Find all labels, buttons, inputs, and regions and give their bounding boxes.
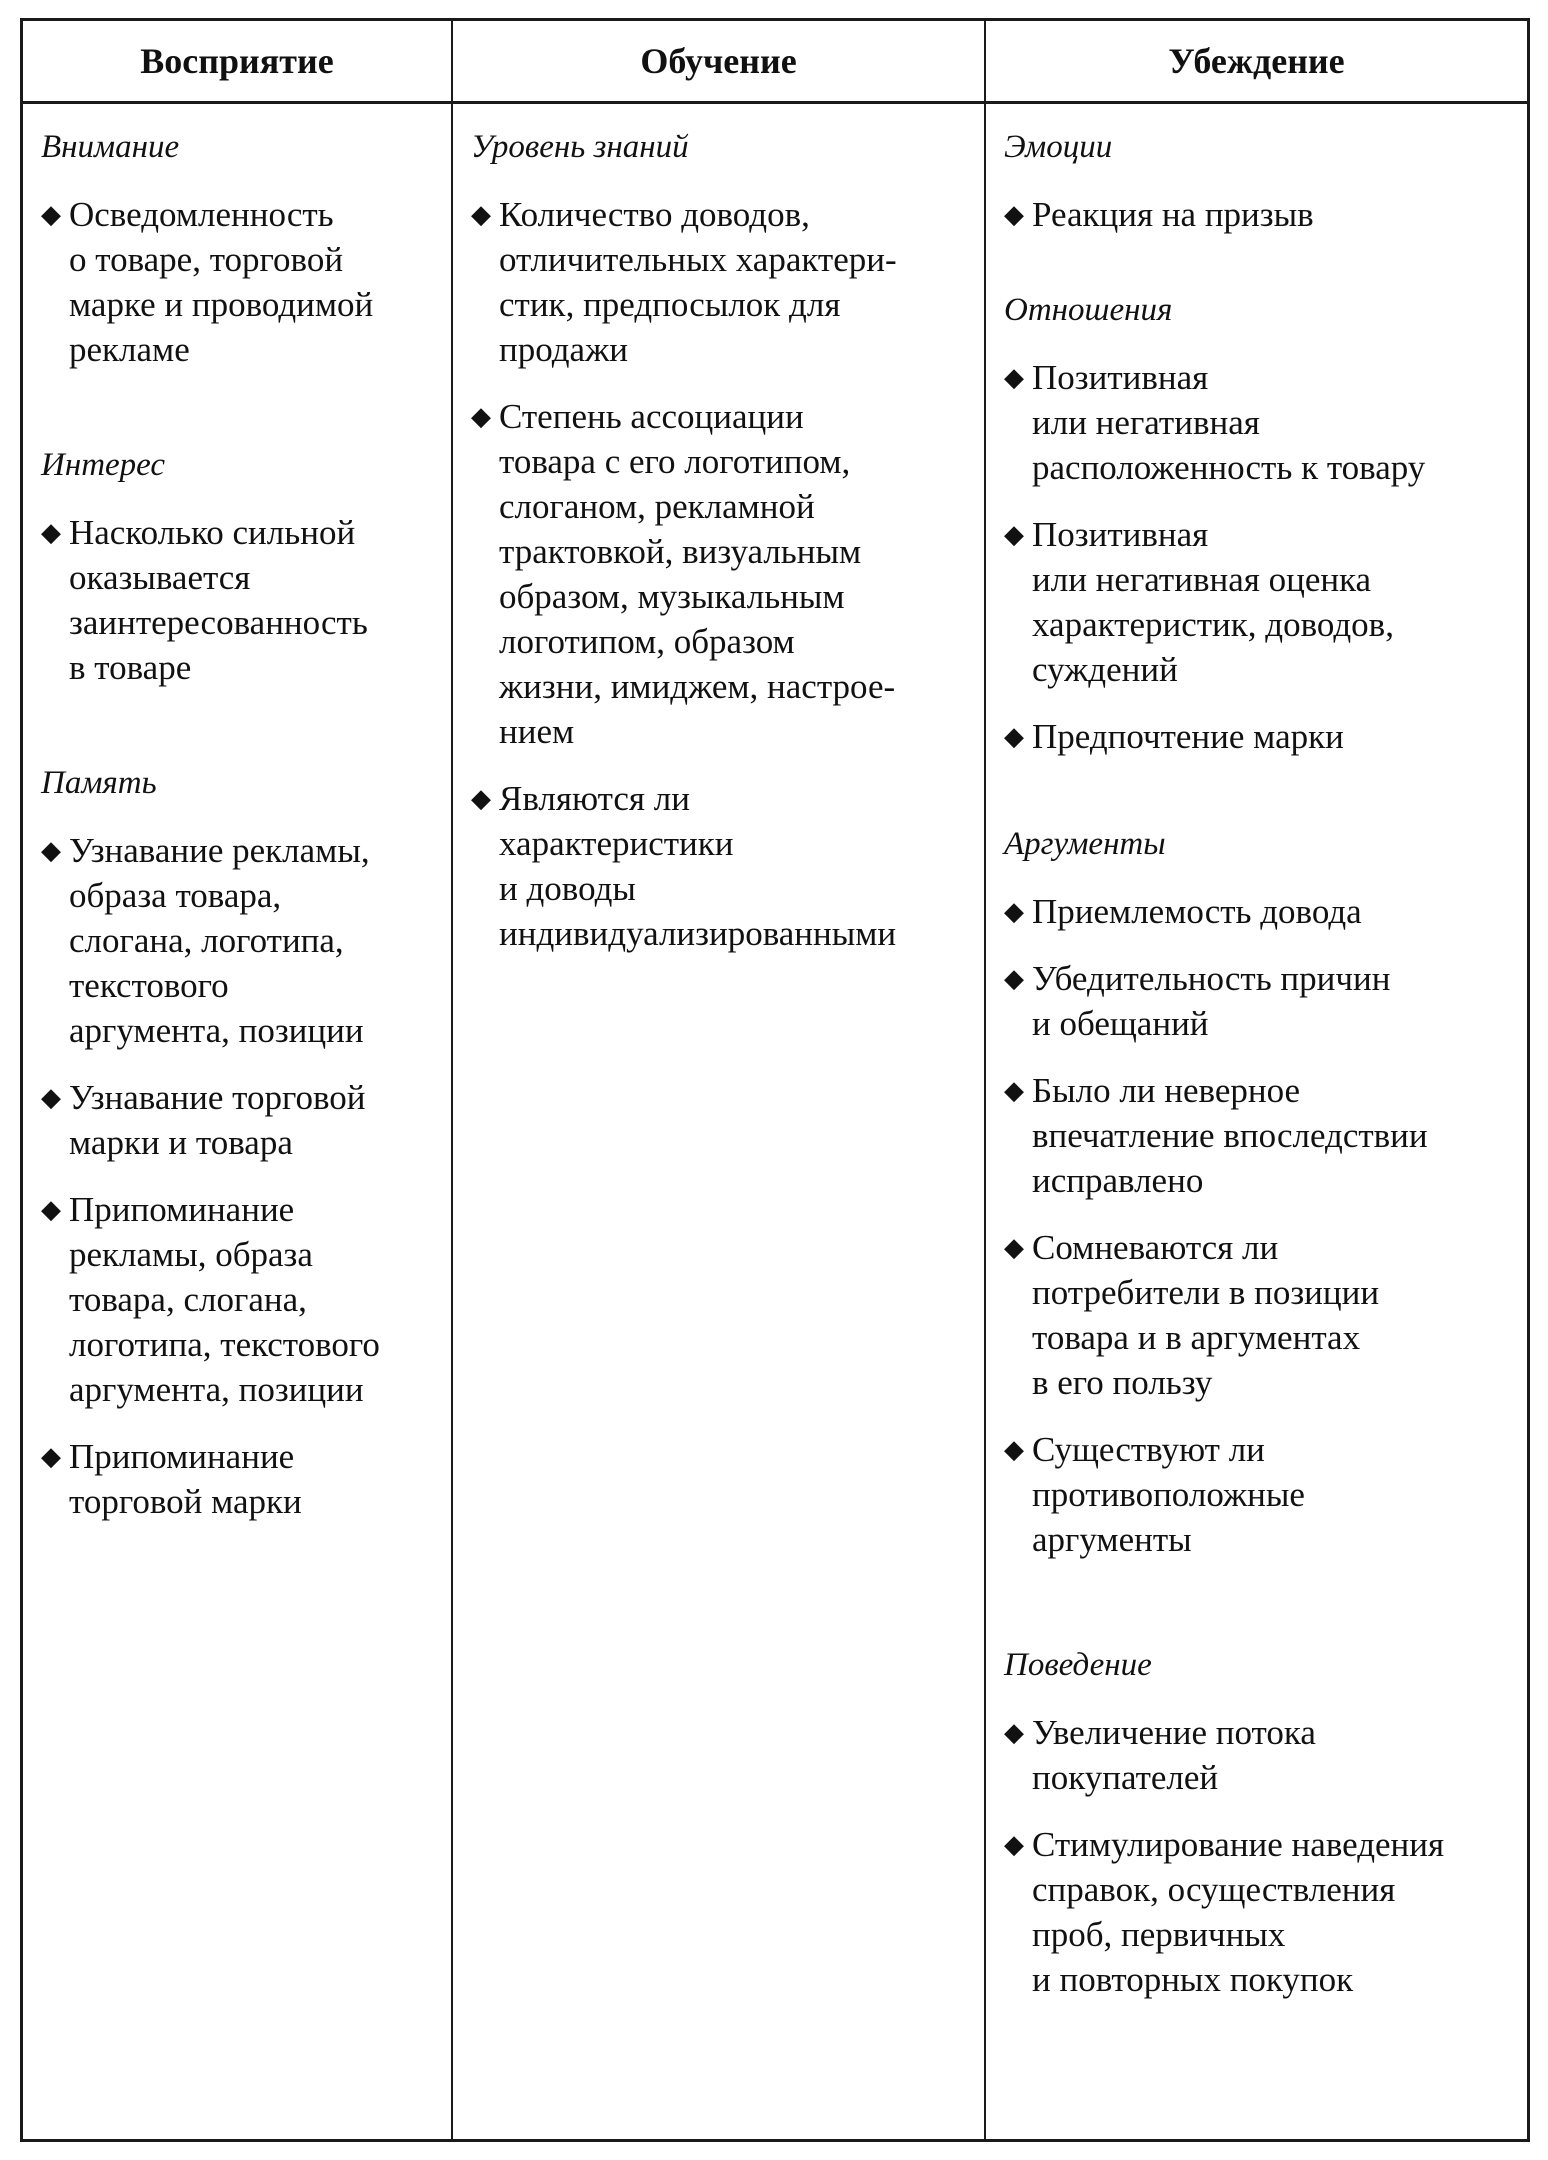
section bbox=[1004, 124, 1517, 237]
bullet-item bbox=[1004, 889, 1517, 934]
diamond-bullet-icon: ◆ bbox=[1004, 1076, 1024, 1105]
bullet-item bbox=[1004, 1225, 1517, 1405]
bullet-text: Было ли неверное впечатление впоследствии исправлено bbox=[1032, 1071, 1428, 1200]
section bbox=[41, 124, 441, 372]
bullet-item bbox=[1004, 1822, 1517, 2002]
section-title: Интерес bbox=[41, 447, 166, 483]
bullet-item bbox=[471, 776, 974, 956]
section-title: Отношения bbox=[1004, 292, 1173, 328]
bullet-text: Узнавание торговой марки и товара bbox=[69, 1078, 366, 1162]
bullet-text: Припоминание рекламы, образа товара, слогана, логотипа, текстового аргумента, позиции bbox=[69, 1190, 380, 1409]
bullet-item bbox=[1004, 512, 1517, 692]
header-perception: Восприятие bbox=[23, 21, 453, 101]
bullet-item bbox=[1004, 956, 1517, 1046]
section bbox=[41, 442, 441, 690]
bullet-text: Насколько сильной оказывается заинтересованность в товаре bbox=[69, 513, 368, 687]
bullet-text: Предпочтение марки bbox=[1032, 717, 1344, 756]
section bbox=[41, 760, 441, 1524]
bullet-text: Количество доводов, отличительных характери- стик, предпосылок для продажи bbox=[499, 195, 897, 369]
bullet-text: Позитивная или негативная расположенность к товару bbox=[1032, 358, 1426, 487]
column-persuasion bbox=[986, 104, 1527, 2139]
bullet-item bbox=[41, 1075, 441, 1165]
diamond-bullet-icon: ◆ bbox=[1004, 520, 1024, 549]
section-title: Внимание bbox=[41, 129, 180, 165]
bullet-item bbox=[1004, 355, 1517, 490]
bullet-text: Убедительность причин и обещаний bbox=[1032, 959, 1391, 1043]
bullet-text: Реакция на призыв bbox=[1032, 195, 1314, 234]
diamond-bullet-icon: ◆ bbox=[41, 1442, 61, 1471]
diamond-bullet-icon: ◆ bbox=[471, 784, 491, 813]
bullet-text: Являются ли характеристики и доводы индивидуализированными bbox=[499, 779, 897, 953]
diamond-bullet-icon: ◆ bbox=[1004, 1718, 1024, 1747]
bullet-item bbox=[1004, 1710, 1517, 1800]
bullet-item bbox=[1004, 1068, 1517, 1203]
diamond-bullet-icon: ◆ bbox=[471, 200, 491, 229]
section bbox=[471, 124, 974, 956]
bullet-item bbox=[41, 510, 441, 690]
bullet-item bbox=[1004, 192, 1517, 237]
bullet-item bbox=[471, 192, 974, 372]
diamond-bullet-icon: ◆ bbox=[1004, 200, 1024, 229]
diamond-bullet-icon: ◆ bbox=[1004, 363, 1024, 392]
diamond-bullet-icon: ◆ bbox=[1004, 964, 1024, 993]
bullet-item bbox=[1004, 1427, 1517, 1562]
bullet-text: Приемлемость довода bbox=[1032, 892, 1362, 931]
bullet-text: Позитивная или негативная оценка характеристик, доводов, суждений bbox=[1032, 515, 1394, 689]
section bbox=[1004, 287, 1517, 759]
bullet-item bbox=[41, 192, 441, 372]
table-body-row bbox=[23, 104, 1527, 2139]
diamond-bullet-icon: ◆ bbox=[1004, 722, 1024, 751]
diamond-bullet-icon: ◆ bbox=[1004, 897, 1024, 926]
column-perception bbox=[23, 104, 453, 2139]
table-header-row bbox=[23, 21, 1527, 104]
section-title: Уровень знаний bbox=[471, 129, 689, 165]
section bbox=[1004, 1642, 1517, 2002]
diamond-bullet-icon: ◆ bbox=[41, 836, 61, 865]
bullet-text: Сомневаются ли потребители в позиции товара и в аргументах в его пользу bbox=[1032, 1228, 1380, 1402]
bullet-item bbox=[41, 1434, 441, 1524]
header-persuasion: Убеждение bbox=[1168, 41, 1345, 81]
section-title: Память bbox=[41, 765, 157, 801]
bullet-text: Существуют ли противоположные аргументы bbox=[1032, 1430, 1305, 1559]
bullet-text: Осведомленность о товаре, торговой марке и проводимой рекламе bbox=[69, 195, 374, 369]
bullet-item bbox=[41, 1187, 441, 1412]
column-learning bbox=[453, 104, 986, 2139]
diamond-bullet-icon: ◆ bbox=[1004, 1233, 1024, 1262]
diamond-bullet-icon: ◆ bbox=[41, 200, 61, 229]
bullet-text: Узнавание рекламы, образа товара, слогана, логотипа, текстового аргумента, позиции bbox=[69, 831, 370, 1050]
diamond-bullet-icon: ◆ bbox=[471, 402, 491, 431]
diamond-bullet-icon: ◆ bbox=[41, 518, 61, 547]
section-title: Аргументы bbox=[1004, 826, 1166, 862]
bullet-text: Припоминание торговой марки bbox=[69, 1437, 302, 1521]
bullet-text: Степень ассоциации товара с его логотипом, слоганом, рекламной трактовкой, визуальным образом, музыкальным логотипом, образом жизни, имиджем, настрое- нием bbox=[499, 397, 896, 751]
bullet-text: Увеличение потока покупателей bbox=[1032, 1713, 1316, 1797]
diamond-bullet-icon: ◆ bbox=[41, 1083, 61, 1112]
comparison-table bbox=[20, 18, 1530, 2142]
bullet-text: Стимулирование наведения справок, осуществления проб, первичных и повторных покупок bbox=[1032, 1825, 1445, 1999]
section bbox=[1004, 821, 1517, 1562]
bullet-item bbox=[471, 394, 974, 754]
diamond-bullet-icon: ◆ bbox=[1004, 1435, 1024, 1464]
diamond-bullet-icon: ◆ bbox=[1004, 1830, 1024, 1859]
bullet-item bbox=[41, 828, 441, 1053]
section-title: Эмоции bbox=[1004, 129, 1113, 165]
diamond-bullet-icon: ◆ bbox=[41, 1195, 61, 1224]
bullet-item bbox=[1004, 714, 1517, 759]
section-title: Поведение bbox=[1004, 1647, 1152, 1683]
header-learning: Обучение bbox=[453, 21, 986, 101]
